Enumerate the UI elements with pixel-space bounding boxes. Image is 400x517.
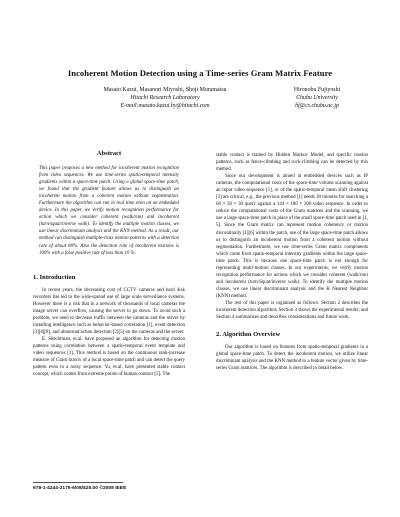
algorithm-overview-heading: 2. Algorithm Overview <box>216 331 281 339</box>
author-block-chubu <box>262 86 372 110</box>
author-names: Hironobu Fujiyoshi <box>293 87 341 93</box>
author-block-hitachi <box>60 86 270 110</box>
intro-paragraph: Since our development is aimed at embedded devices such as IP cameras, the computational costs of the space-time volume scanning against an input video sequence [1], or of the spatio-temporal mean shift clustering [3] are critical, e.g., the previous method [1] needs 30 minutes for searching a 60 × 30 × 30 query against a 144 × 180 × 200 video sequence. In order to reduce the computational costs of the Gram matrices and the scanning, we use a large space-time patch in place of the small space-time patch used in [1, 5]. Since the Gram matrix can represent motion coherency or motion discontinuity [1][6] within the patch, use of the large space-time patch allows us to distinguish an incoherent motion from a coherent motion without segmentation. Furthermore, we use time-series Gram matrix components which come from spatio-temporal intensity gradients within the large space-time patch. This is because one space-time patch is not enough for representing multi-motion classes. In our experiments, we verify motion recognition performance for actions which we consider coherent (walk/run) and incoherent (turn/Squat/inverse walk). To identify the multiple motion classes, we use linear discriminant analysis and the K Nearest Neighbor (KNN) method. <box>216 174 368 299</box>
footer-divider <box>33 482 123 483</box>
intro-paragraph: E. Shechtman, et.al. have proposed an algorithm for detecting motion patterns using correlation between a spatio-temporal event template and video sequences [1]. This method is based on the continuous rank-increase measure of Gram matrix of a local space-time patch and can detect the query pattern even in a noisy sequence. Yu, et.al. have presented stable contact concept, which comes from extreme points of human contour [5]. The <box>33 336 185 378</box>
left-column <box>33 150 185 378</box>
author-email: hf@cs.chubu.ac.jp <box>295 103 339 109</box>
introduction-heading: 1. Introduction <box>33 273 76 281</box>
abstract-text: This paper proposes a new method for incoherent motion recognition from video sequences. We use time-series spatio-temporal intensity gradients within a space-time patch. Using a global space-time patch, we found that the gradient feature allows us to distinguish an incoherent motion from a coherent motion without segmentation. Furthermore the algorithm can run in real time even on an embedded device. In this paper, we verify motion recognition performance for action which we consider coherent (walk/run) and incoherent (turn/squat/inverse walk). To identify the multiple motion classes, we use linear discriminant analysis and the KNN method. As a result, our method can distinguish multiple-class motion patterns with a detection rate of about 80%. Also the detection rate of incoherent motions is 100% with a false positive rate of less than 10 %. <box>39 166 179 256</box>
author-affiliation: Hitachi Research Laboratory <box>130 95 200 101</box>
right-column <box>216 152 368 372</box>
intro-paragraph: The rest of this paper is organized as follows: Section 2 describes the incoherent detection algorithm; Section 3 shows the experimental results; and Section 4 summarizes and describes considerations and future work. <box>216 300 368 321</box>
algorithm-paragraph: Our algorithm is based on features from spatio-temporal gradients in a global space-time patch. To detect the incoherent motion, we utilize linear discriminant analysis and the KNN method to a feature vector given by time-series Gram matrices. The algorithm is described in detail below. <box>216 345 368 372</box>
copyright-footer: 978-1-4244-2175-6/08/$25.00 ©2008 IEEE <box>33 486 127 491</box>
author-affiliation: Chubu University <box>296 95 338 101</box>
intro-paragraph: stable contact is trained by Hidden Markov Model, and specific motion patterns, such as fence-climbing and rock-climbing can be detected by this method. <box>216 153 368 173</box>
paper-title: Incoherent Motion Detection using a Time-series Gram Matrix Feature <box>67 68 333 78</box>
abstract-heading: Abstract <box>96 150 122 157</box>
author-names: Masato Kazui, Masanori Miyoshi, Shoji Muramatsu <box>103 87 227 93</box>
intro-paragraph: In recent years, the decreasing cost of CCTV cameras and hard disk recorders has led to the wide-spread use of large scale surveillance systems. However there is a risk that in a network of thousands of local cameras the image server can overflow, causing the server to go down. To avoid such a problem, we need to decrease traffic between the cameras and the server by installing intelligence such as behavior-based correlation [1], event detection [3][4][8], and abnormal action detection [2][5] on the cameras and the server. <box>33 287 185 335</box>
author-email: E-mail:masato.kazui.by@hitachi.com <box>120 103 210 109</box>
